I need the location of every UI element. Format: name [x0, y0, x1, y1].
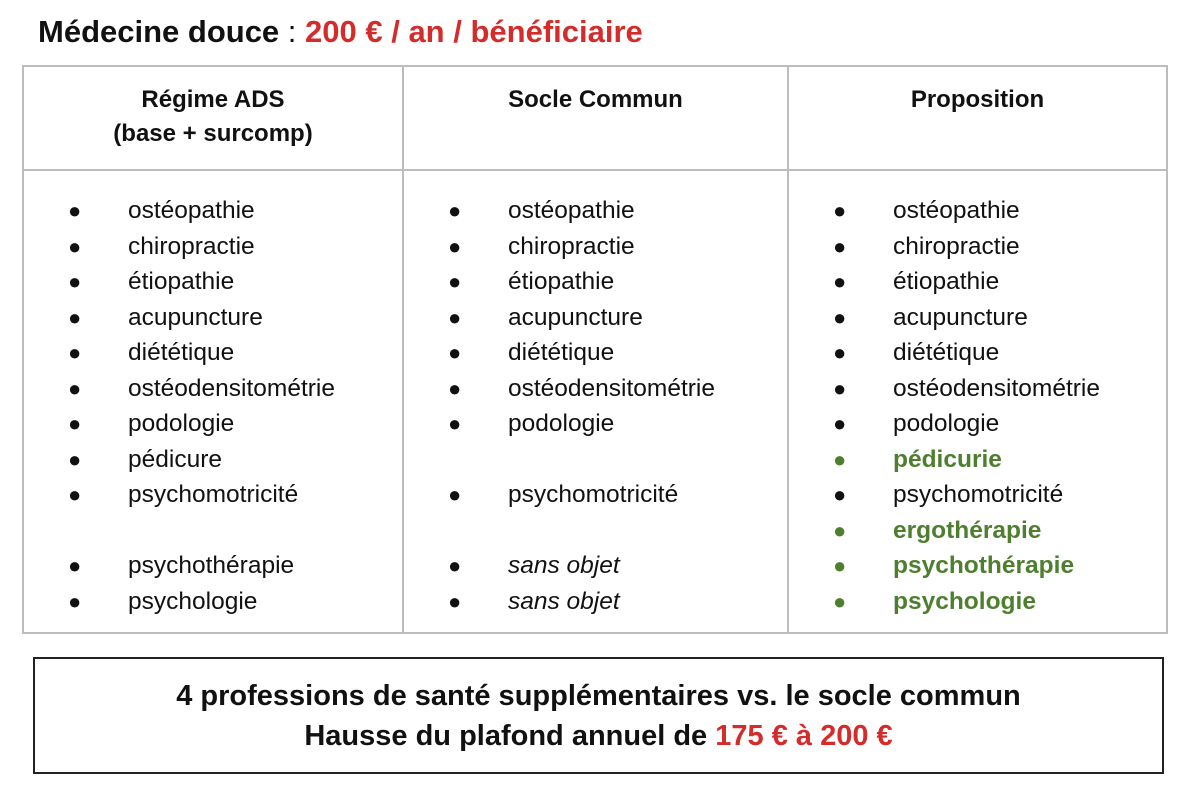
- header-regime-ads: [23, 66, 403, 170]
- bullet-icon: ●: [833, 304, 847, 330]
- bullet-icon: ●: [833, 233, 847, 259]
- list-item: [404, 264, 787, 300]
- list-item: [789, 406, 1166, 442]
- page-title: [38, 14, 643, 50]
- bullet-icon: ●: [68, 375, 82, 401]
- bullet-icon: ●: [448, 553, 462, 578]
- bullet-icon: ●: [833, 446, 847, 472]
- list-item-label: ostéopathie: [893, 197, 1020, 224]
- bullet-icon: ●: [68, 304, 82, 330]
- body-row: [23, 170, 1167, 633]
- list-item: [789, 513, 1166, 549]
- summary-value: 175 € à 200 €: [715, 720, 893, 752]
- list-item: [24, 335, 402, 371]
- list-item: [24, 442, 402, 478]
- summary-box: [33, 657, 1164, 774]
- list-item: [404, 300, 787, 336]
- list-item: [24, 584, 402, 620]
- summary-prefix: Hausse du plafond annuel de: [304, 720, 716, 752]
- bullet-icon: ●: [448, 233, 462, 259]
- list-item: [24, 371, 402, 407]
- list-item-label: pédicurie: [893, 445, 1002, 473]
- list-item: [24, 264, 402, 300]
- bullet-icon: ●: [833, 375, 847, 401]
- list-item: [404, 584, 787, 620]
- list-item-label: podologie: [128, 410, 235, 437]
- list-item: [789, 300, 1166, 336]
- list-item-label: psychologie: [128, 587, 258, 615]
- bullet-icon: ●: [448, 269, 462, 294]
- bullet-icon: ●: [448, 482, 462, 507]
- bullet-icon: ●: [833, 340, 847, 365]
- list-item-label: ergothérapie: [893, 516, 1042, 544]
- list-item: [789, 371, 1166, 407]
- list-item-label: acupuncture: [508, 303, 643, 331]
- bullet-icon: ●: [833, 411, 847, 436]
- list-item: [24, 300, 402, 336]
- list-item-label: ostéopathie: [508, 197, 635, 224]
- list-item-label: sans objet: [508, 587, 620, 615]
- header-proposition: [788, 66, 1167, 170]
- bullet-icon: ●: [68, 446, 82, 472]
- list-item: [24, 477, 402, 513]
- summary-line-1: 4 professions de santé supplémentaires vs. le socle commun: [176, 680, 1021, 712]
- list-item-label: ostéopathie: [128, 197, 255, 224]
- list-item: [404, 193, 787, 229]
- list-item-label: psychomotricité: [128, 481, 299, 508]
- bullet-icon: ●: [68, 482, 82, 507]
- list-item-label: psychologie: [893, 587, 1036, 615]
- list-item: [404, 229, 787, 265]
- bullet-icon: ●: [833, 588, 847, 614]
- bullet-list: [24, 171, 402, 619]
- column-socle-commun: [403, 170, 788, 633]
- empty-slot: [404, 513, 787, 549]
- bullet-icon: ●: [448, 198, 462, 223]
- list-item-label: psychothérapie: [893, 552, 1075, 579]
- list-item-label: diététique: [508, 339, 615, 366]
- empty-slot: [24, 513, 402, 549]
- list-item-label: podologie: [893, 410, 1000, 437]
- bullet-icon: ●: [833, 517, 847, 543]
- list-item: [789, 229, 1166, 265]
- bullet-list: [789, 171, 1166, 619]
- empty-slot: [404, 442, 787, 478]
- list-item: [404, 406, 787, 442]
- list-item-label: diététique: [893, 339, 1000, 366]
- list-item: [789, 442, 1166, 478]
- list-item-label: podologie: [508, 410, 615, 437]
- list-item-label: acupuncture: [893, 303, 1028, 331]
- list-item-label: acupuncture: [128, 303, 263, 331]
- list-item-label: pédicure: [128, 445, 222, 473]
- list-item-label: chiropractie: [128, 232, 255, 260]
- bullet-icon: ●: [68, 411, 82, 436]
- list-item-label: diététique: [128, 339, 235, 366]
- list-item: [789, 548, 1166, 584]
- title-main: Médecine douce: [38, 14, 280, 49]
- list-item-label: chiropractie: [893, 232, 1020, 260]
- bullet-icon: ●: [833, 198, 847, 223]
- header-line: Socle Commun: [508, 86, 683, 113]
- list-item: [24, 406, 402, 442]
- bullet-icon: ●: [833, 482, 847, 507]
- list-item: [404, 335, 787, 371]
- list-item-label: chiropractie: [508, 232, 635, 260]
- list-item-label: étiopathie: [893, 268, 1000, 295]
- list-item-label: psychomotricité: [893, 481, 1064, 508]
- list-item-label: psychothérapie: [128, 552, 295, 579]
- list-item: [789, 584, 1166, 620]
- list-item: [789, 193, 1166, 229]
- list-item-label: étiopathie: [508, 268, 615, 295]
- list-item: [789, 335, 1166, 371]
- bullet-list: [404, 171, 787, 619]
- list-item: [404, 477, 787, 513]
- header-line: Régime ADS: [141, 86, 285, 113]
- list-item: [24, 193, 402, 229]
- header-socle-commun: [403, 66, 788, 170]
- title-value: 200 € / an / bénéficiaire: [305, 14, 643, 49]
- bullet-icon: ●: [68, 269, 82, 294]
- header-line: Proposition: [910, 86, 1045, 113]
- bullet-icon: ●: [448, 375, 462, 401]
- list-item-label: étiopathie: [128, 268, 235, 295]
- bullet-icon: ●: [68, 198, 82, 223]
- list-item: [24, 548, 402, 584]
- column-regime-ads: [23, 170, 403, 633]
- list-item-label: sans objet: [508, 552, 620, 579]
- list-item: [404, 548, 787, 584]
- bullet-icon: ●: [448, 588, 462, 614]
- comparison-table: [22, 65, 1168, 634]
- list-item-label: ostéodensitométrie: [893, 374, 1101, 402]
- header-line: (base + surcomp): [113, 120, 313, 147]
- bullet-icon: ●: [68, 588, 82, 614]
- list-item-label: psychomotricité: [508, 481, 679, 508]
- list-item: [789, 264, 1166, 300]
- list-item-label: ostéodensitométrie: [128, 374, 336, 402]
- bullet-icon: ●: [68, 233, 82, 259]
- bullet-icon: ●: [448, 411, 462, 436]
- bullet-icon: ●: [448, 340, 462, 365]
- bullet-icon: ●: [448, 304, 462, 330]
- column-proposition: [788, 170, 1167, 633]
- list-item: [24, 229, 402, 265]
- list-item: [789, 477, 1166, 513]
- bullet-icon: ●: [833, 269, 847, 294]
- bullet-icon: ●: [833, 553, 847, 578]
- bullet-icon: ●: [68, 553, 82, 578]
- list-item-label: ostéodensitométrie: [508, 374, 716, 402]
- title-separator: :: [279, 14, 306, 49]
- summary-line-2: [35, 716, 1162, 756]
- header-row: [23, 66, 1167, 170]
- list-item: [404, 371, 787, 407]
- bullet-icon: ●: [68, 340, 82, 365]
